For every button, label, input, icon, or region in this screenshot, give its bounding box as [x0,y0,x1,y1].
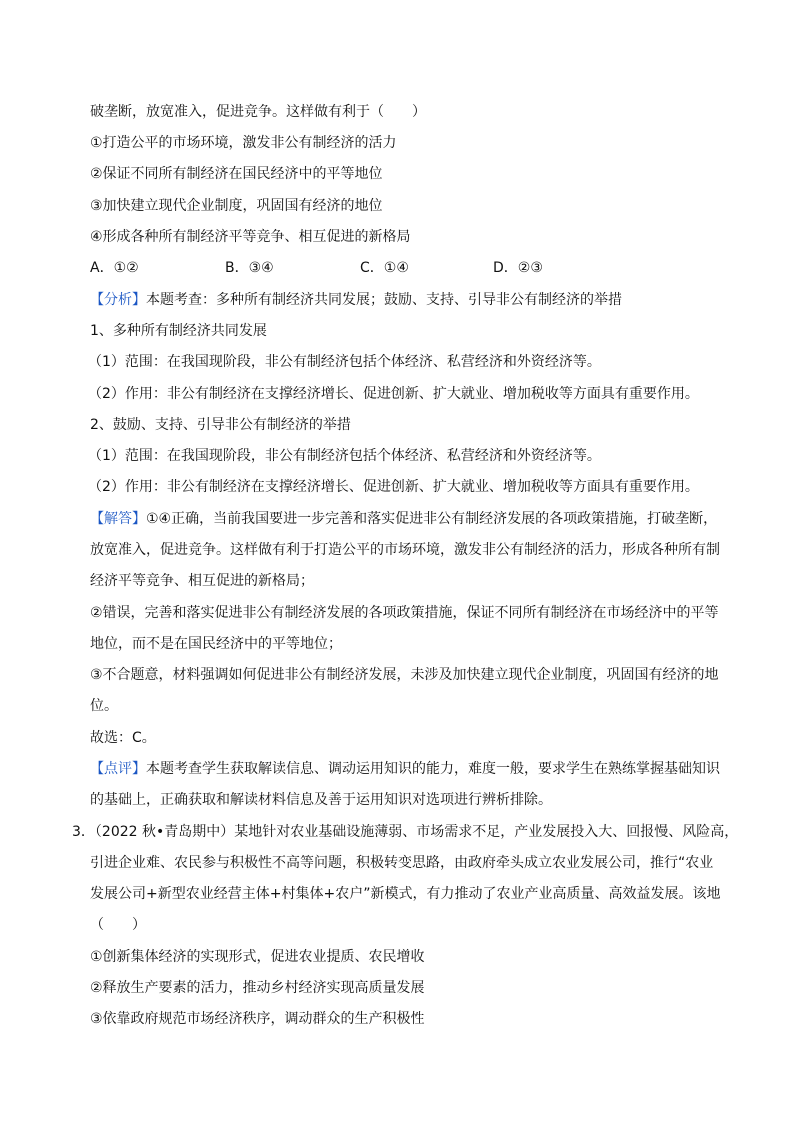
analysis-line-1: 1、多种所有制经济共同发展 [90,323,267,339]
q3-item-1: ①创新集体经济的实现形式，促进农业提质、农民增收 [90,949,425,965]
q3-stem-line-4: （ ） [90,917,146,933]
answer-line-5: ③不合题意，材料强调如何促进非公有制经济发展，未涉及加快建立现代企业制度，巩固国有经济的地 [90,667,719,683]
choice-d: D．②③ [493,260,543,276]
choice-a: A．①② [90,260,139,276]
comment-tag: 【点评】 [90,761,146,777]
q3-stem-line-3: 发展公司+新型农业经营主体+村集体+农户”新模式，有力推动了农业产业高质量、高效益发展。该地 [90,886,721,902]
analysis-line-2: （1）范围：在我国现阶段，非公有制经济包括个体经济、私营经济和外资经济等。 [88,354,601,370]
answer-line-3: ②错误，完善和落实促进非公有制经济发展的各项政策措施，保证不同所有制经济在市场经济中的平等 [90,605,719,621]
q3-stem-line-1: 3．（2022 秋•青岛期中）某地针对农业基础设施薄弱、市场需求不足，产业发展投入大、回报慢、风险高， [72,824,739,840]
q2-item-2: ②保证不同所有制经济在国民经济中的平等地位 [90,166,383,182]
q3-stem-line-2: 引进企业难、农民参与积极性不高等问题，积极转变思路，由政府牵头成立农业发展公司，推行“农业 [90,855,714,871]
comment-first-line: 本题考查学生获取解读信息、调动运用知识的能力，难度一般，要求学生在熟练掌握基础知识 [146,761,720,777]
analysis-heading [90,290,622,310]
q2-choices [90,258,543,278]
answer-line-6: 位。 [90,698,118,714]
q2-item-4: ④形成各种所有制经济平等竞争、相互促进的新格局 [90,229,411,245]
analysis-line-6: （2）作用：非公有制经济在支撑经济增长、促进创新、扩大就业、增加税收等方面具有重要作用。 [88,479,699,495]
q3-item-2: ②释放生产要素的活力，推动乡村经济实现高质量发展 [90,980,425,996]
q2-item-1: ①打造公平的市场环境，激发非公有制经济的活力 [90,135,397,151]
analysis-text: 本题考查：多种所有制经济共同发展；鼓励、支持、引导非公有制经济的举措 [146,292,622,308]
q2-stem-tail: 破垄断，放宽准入，促进竞争。这样做有利于（ ） [90,104,426,120]
choice-c: C．①④ [360,260,409,276]
analysis-tag: 【分析】 [90,292,146,308]
answer-tag: 【解答】 [90,511,146,527]
comment-line-2: 的基础上，正确获取和解读材料信息及善于运用知识对选项进行辨析排除。 [90,792,552,808]
analysis-line-3: （2）作用：非公有制经济在支撑经济增长、促进创新、扩大就业、增加税收等方面具有重要作用。 [88,386,699,402]
q2-item-3: ③加快建立现代企业制度，巩固国有经济的地位 [90,198,383,214]
analysis-line-5: （1）范围：在我国现阶段，非公有制经济包括个体经济、私营经济和外资经济等。 [88,448,601,464]
comment-heading [90,759,720,779]
answer-first-line: ①④正确，当前我国要进一步完善和落实促进非公有制经济发展的各项政策措施，打破垄断， [146,511,718,527]
answer-line-4: 地位，而不是在国民经济中的平等地位； [90,636,342,652]
analysis-line-4: 2、鼓励、支持、引导非公有制经济的举措 [90,417,351,433]
choice-b: B．③④ [225,260,274,276]
q3-item-3: ③依靠政府规范市场经济秩序，调动群众的生产积极性 [90,1011,425,1027]
answer-line-1: 放宽准入，促进竞争。这样做有利于打造公平的市场环境，激发非公有制经济的活力，形成各种所有制 [90,542,720,558]
answer-selection: 故选：C。 [90,730,156,746]
answer-line-2: 经济平等竞争、相互促进的新格局； [90,573,314,589]
answer-heading [90,509,717,529]
